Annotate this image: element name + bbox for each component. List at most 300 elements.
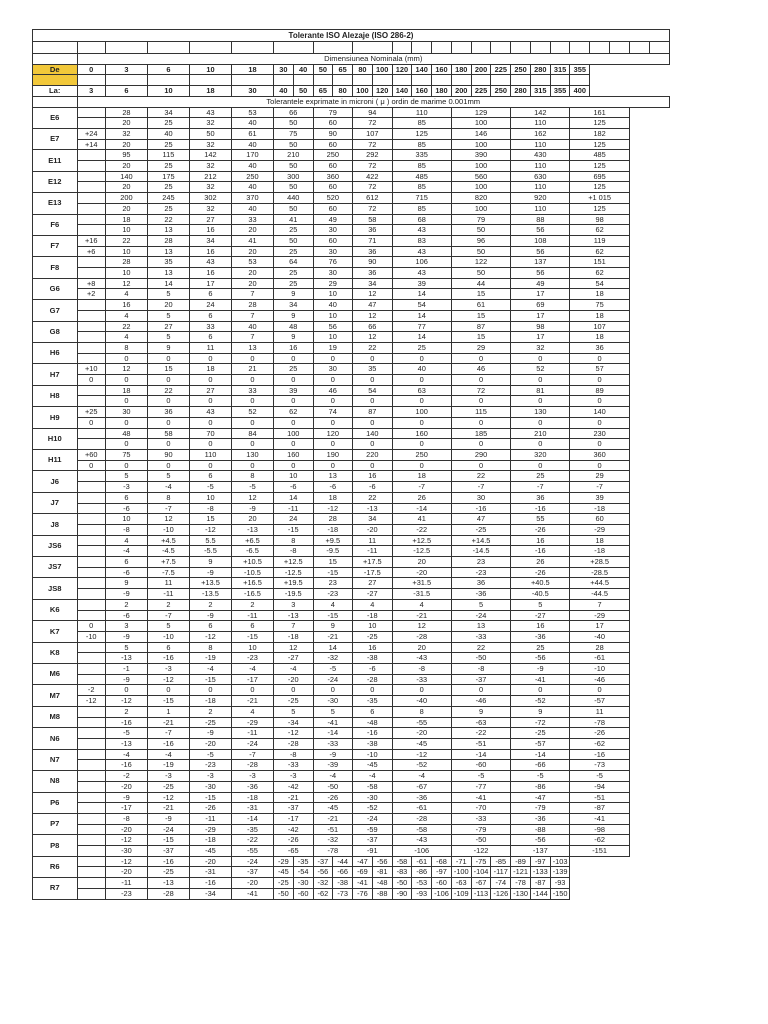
empty-cell xyxy=(353,42,393,54)
tolerance-value: -33 xyxy=(313,738,353,749)
tolerance-value: -26 xyxy=(511,524,570,535)
tolerance-value: +16.5 xyxy=(231,578,273,589)
grade-lower-row xyxy=(33,610,670,621)
tolerance-value: -6 xyxy=(273,482,313,493)
grade-lower-row xyxy=(33,631,670,642)
tolerance-value: 14 xyxy=(392,310,451,321)
from-value: 100 xyxy=(372,64,392,75)
tolerance-value: -25 xyxy=(147,781,189,792)
empty-cell xyxy=(412,42,432,54)
grade-upper-row xyxy=(33,428,670,439)
tolerance-value: +17.5 xyxy=(353,557,393,568)
tolerance-value: -29 xyxy=(231,717,273,728)
tolerance-value: 7 xyxy=(231,289,273,300)
tolerance-value: 7 xyxy=(231,332,273,343)
tolerance-value: 175 xyxy=(147,171,189,182)
tolerance-value xyxy=(77,439,105,450)
tolerance-value: 20 xyxy=(105,161,147,172)
tolerance-value: 56 xyxy=(313,321,353,332)
tolerance-value: 4 xyxy=(392,599,451,610)
tolerance-value: -50 xyxy=(392,878,412,889)
grade-lower-row xyxy=(33,867,670,878)
tolerance-value xyxy=(77,268,105,279)
tolerance-value: 43 xyxy=(189,407,231,418)
tolerance-value: -52 xyxy=(353,803,393,814)
tolerance-value: -87 xyxy=(530,878,550,889)
tolerance-value: -97 xyxy=(530,856,550,867)
tolerance-value: -21 xyxy=(392,610,451,621)
tolerance-value: -28 xyxy=(392,813,451,824)
empty-cell xyxy=(530,42,550,54)
grade-label: E7 xyxy=(33,128,78,149)
grade-label: R7 xyxy=(33,878,78,899)
tolerance-value: +19.5 xyxy=(273,578,313,589)
tolerance-value: -75 xyxy=(471,856,491,867)
tolerance-value: -63 xyxy=(451,878,471,889)
tolerance-value: 11 xyxy=(353,535,393,546)
tolerance-value: 36 xyxy=(353,246,393,257)
empty-cell xyxy=(313,75,333,86)
tolerance-value: 0 xyxy=(570,685,629,696)
tolerance-value: -12.5 xyxy=(273,567,313,578)
tolerance-value: -144 xyxy=(530,888,550,899)
empty-cell xyxy=(353,75,373,86)
tolerance-value: 40 xyxy=(231,182,273,193)
tolerance-value: 16 xyxy=(189,246,231,257)
tolerance-value: 30 xyxy=(313,268,353,279)
tolerance-value: 17 xyxy=(511,332,570,343)
grade-label: F6 xyxy=(33,214,78,235)
tolerance-value: 90 xyxy=(313,128,353,139)
to-value: 180 xyxy=(432,86,452,97)
tolerance-value: 9 xyxy=(273,310,313,321)
tolerance-value: -29 xyxy=(570,610,629,621)
tolerance-value: -122 xyxy=(451,846,510,857)
tolerance-value: -81 xyxy=(372,867,392,878)
tolerance-value: 0 xyxy=(451,417,510,428)
tolerance-value: -36 xyxy=(231,781,273,792)
tolerance-value: 60 xyxy=(313,118,353,129)
tolerance-value: -88 xyxy=(511,824,570,835)
grade-label: JS6 xyxy=(33,535,78,556)
tolerance-value: +24 xyxy=(77,128,105,139)
grade-lower-row xyxy=(33,268,670,279)
tolerance-value: +13.5 xyxy=(189,578,231,589)
tolerance-value: -106 xyxy=(432,888,452,899)
tolerance-value: 5.5 xyxy=(189,535,231,546)
tolerance-value: -90 xyxy=(392,888,412,899)
grade-lower-row xyxy=(33,503,670,514)
tolerance-value: -11 xyxy=(273,503,313,514)
tolerance-value: 62 xyxy=(570,246,629,257)
tolerance-value: -62 xyxy=(570,738,629,749)
tolerance-value: 4 xyxy=(105,310,147,321)
tolerance-value: 520 xyxy=(313,193,353,204)
tolerance-value: -9 xyxy=(189,728,231,739)
tolerance-value: -7 xyxy=(451,482,510,493)
tolerance-value: -113 xyxy=(471,888,491,899)
grade-lower-row xyxy=(33,803,670,814)
tolerance-value: 52 xyxy=(231,407,273,418)
tolerance-value: -25 xyxy=(189,717,231,728)
tolerance-value: 53 xyxy=(231,107,273,118)
tolerance-value: 10 xyxy=(105,268,147,279)
tolerance-value: 0 xyxy=(147,353,189,364)
tolerance-value: -6 xyxy=(105,610,147,621)
tolerance-value: -65 xyxy=(273,846,313,857)
tolerance-value: 0 xyxy=(189,396,231,407)
tolerance-value: 54 xyxy=(353,385,393,396)
tolerance-value: -18 xyxy=(189,696,231,707)
tolerance-value: 6 xyxy=(147,642,189,653)
tolerance-value: -5.5 xyxy=(189,546,231,557)
tolerance-value: 12 xyxy=(353,332,393,343)
tolerance-value: 7 xyxy=(231,310,273,321)
tolerance-value: -5 xyxy=(189,749,231,760)
tolerance-value: -86 xyxy=(412,867,432,878)
grade-upper-row xyxy=(33,171,670,182)
tolerance-value: 0 xyxy=(105,396,147,407)
tolerance-value: -61 xyxy=(570,653,629,664)
tolerance-value: -38 xyxy=(353,653,393,664)
tolerance-value: -50 xyxy=(451,653,510,664)
empty-cell xyxy=(105,75,147,86)
tolerance-value: -37 xyxy=(273,803,313,814)
tolerance-value: 17 xyxy=(511,289,570,300)
tolerance-value: -21 xyxy=(147,803,189,814)
tolerance-value: 120 xyxy=(313,428,353,439)
tolerance-value: 9 xyxy=(147,342,189,353)
tolerance-value xyxy=(77,717,105,728)
tolerance-value: 98 xyxy=(511,321,570,332)
tolerance-value xyxy=(77,781,105,792)
tolerance-value: 0 xyxy=(353,460,393,471)
to-value: 120 xyxy=(372,86,392,97)
tolerance-value: -6 xyxy=(313,482,353,493)
tolerance-value: 137 xyxy=(511,257,570,268)
grade-lower-row xyxy=(33,161,670,172)
tolerance-value: -41 xyxy=(511,674,570,685)
tolerance-value: -62 xyxy=(570,835,629,846)
tolerance-value: 43 xyxy=(189,257,231,268)
tolerance-value: -20 xyxy=(105,781,147,792)
grade-upper-row xyxy=(33,813,670,824)
tolerance-value: 50 xyxy=(273,139,313,150)
empty-cell xyxy=(372,75,392,86)
tolerance-value: -28.5 xyxy=(570,567,629,578)
tolerance-value: -37 xyxy=(313,856,333,867)
tolerance-value: -6 xyxy=(353,664,393,675)
tolerance-value: 115 xyxy=(451,407,510,418)
tolerance-value: 61 xyxy=(451,300,510,311)
tolerance-value: 56 xyxy=(511,225,570,236)
tolerance-value: -16 xyxy=(147,738,189,749)
tolerance-value: -8 xyxy=(273,749,313,760)
empty-cell xyxy=(491,75,511,86)
tolerance-value: 0 xyxy=(77,460,105,471)
grade-label: P6 xyxy=(33,792,78,813)
tolerance-value: 85 xyxy=(392,203,451,214)
grade-lower-row xyxy=(33,674,670,685)
tolerance-value: 83 xyxy=(392,235,451,246)
tolerance-value: -86 xyxy=(511,781,570,792)
tolerance-value: -16.5 xyxy=(231,589,273,600)
units-caption-row xyxy=(33,96,670,107)
tolerance-value: 290 xyxy=(451,450,510,461)
tolerance-value: 0 xyxy=(147,685,189,696)
grade-lower-row xyxy=(33,653,670,664)
tolerance-value: 6 xyxy=(189,332,231,343)
tolerance-value: -14 xyxy=(511,749,570,760)
tolerance-value: -20 xyxy=(105,824,147,835)
tolerance-value xyxy=(77,471,105,482)
tolerance-sheet xyxy=(32,29,670,900)
tolerance-value: -33 xyxy=(451,813,510,824)
grade-upper-row xyxy=(33,728,670,739)
tolerance-value: -18 xyxy=(353,610,393,621)
tolerance-value: -4 xyxy=(189,664,231,675)
empty-cell xyxy=(273,42,313,54)
tolerance-value: 0 xyxy=(105,353,147,364)
empty-cell xyxy=(629,42,649,54)
tolerance-value: -9.5 xyxy=(313,546,353,557)
tolerance-value: 25 xyxy=(147,161,189,172)
tolerance-value: -41 xyxy=(313,717,353,728)
tolerance-value: -28 xyxy=(353,674,393,685)
tolerance-value: 0 xyxy=(147,439,189,450)
tolerance-value: 0 xyxy=(392,439,451,450)
tolerance-value: 4 xyxy=(105,332,147,343)
tolerance-value: 40 xyxy=(147,128,189,139)
tolerance-value: -24 xyxy=(147,824,189,835)
title-row xyxy=(33,30,670,42)
tolerance-value: 25 xyxy=(392,342,451,353)
tolerance-value: -6 xyxy=(105,567,147,578)
to-value: 10 xyxy=(147,86,189,97)
tolerance-value: -60 xyxy=(293,888,313,899)
tolerance-value: -35 xyxy=(231,824,273,835)
grade-lower-row xyxy=(33,696,670,707)
tolerance-value: -7 xyxy=(511,482,570,493)
tolerance-value: -44.5 xyxy=(570,589,629,600)
tolerance-value: 84 xyxy=(231,428,273,439)
tolerance-value: 70 xyxy=(189,428,231,439)
tolerance-value: -15 xyxy=(147,835,189,846)
tolerance-value xyxy=(77,300,105,311)
tolerance-value: -91 xyxy=(353,846,393,857)
tolerance-value: -40.5 xyxy=(511,589,570,600)
tolerance-value: 125 xyxy=(570,161,629,172)
tolerance-value: -36 xyxy=(451,589,510,600)
tolerance-value: -5 xyxy=(570,771,629,782)
grade-lower-row xyxy=(33,482,670,493)
tolerance-value: -35 xyxy=(293,856,313,867)
tolerance-value xyxy=(77,856,105,867)
tolerance-value: -16 xyxy=(570,749,629,760)
empty-cell xyxy=(392,42,412,54)
tolerance-value: -30 xyxy=(353,792,393,803)
tolerance-value: -33 xyxy=(273,760,313,771)
tolerance-value: -78 xyxy=(511,878,531,889)
tolerance-value: 22 xyxy=(353,492,393,503)
tolerance-value: 6 xyxy=(189,289,231,300)
tolerance-value: -8 xyxy=(105,813,147,824)
tolerance-value: 30 xyxy=(105,407,147,418)
tolerance-value: +1 015 xyxy=(570,193,629,204)
grade-label: P8 xyxy=(33,835,78,856)
tolerance-value: 130 xyxy=(511,407,570,418)
grade-label: H9 xyxy=(33,407,78,428)
tolerance-value: 85 xyxy=(392,118,451,129)
tolerance-value: -93 xyxy=(412,888,432,899)
tolerance-value: -15 xyxy=(147,696,189,707)
tolerance-value: 8 xyxy=(392,706,451,717)
grade-lower-row xyxy=(33,888,670,899)
grade-label: K6 xyxy=(33,599,78,620)
tolerance-value xyxy=(77,203,105,214)
tolerance-value: -151 xyxy=(570,846,629,857)
tolerance-value: 1 xyxy=(147,706,189,717)
to-value: 400 xyxy=(570,86,590,97)
tolerance-value: -16 xyxy=(105,717,147,728)
tolerance-value: 27 xyxy=(353,578,393,589)
tolerance-value: +12.5 xyxy=(392,535,451,546)
tolerance-value: +7.5 xyxy=(147,557,189,568)
tolerance-value: 36 xyxy=(353,225,393,236)
tolerance-value: 11 xyxy=(570,706,629,717)
to-value: 80 xyxy=(333,86,353,97)
tolerance-value: 40 xyxy=(231,161,273,172)
tolerance-value: -10 xyxy=(77,631,105,642)
from-value: 10 xyxy=(189,64,231,75)
tolerance-value: -25 xyxy=(147,867,189,878)
tolerance-value: -12 xyxy=(147,674,189,685)
tolerance-value xyxy=(77,257,105,268)
tolerance-value: -77 xyxy=(451,781,510,792)
grade-lower-row xyxy=(33,846,670,857)
grade-label: H11 xyxy=(33,450,78,471)
tolerance-value: +2 xyxy=(77,289,105,300)
tolerance-value: 140 xyxy=(570,407,629,418)
grade-upper-row xyxy=(33,792,670,803)
tolerance-value: 485 xyxy=(392,171,451,182)
tolerance-value: 40 xyxy=(231,118,273,129)
tolerance-value: -9 xyxy=(105,631,147,642)
from-value: 225 xyxy=(491,64,511,75)
tolerance-value: -46 xyxy=(451,696,510,707)
tolerance-value: 10 xyxy=(105,225,147,236)
grade-label: J7 xyxy=(33,492,78,513)
grade-upper-row xyxy=(33,385,670,396)
tolerance-value: -13 xyxy=(273,610,313,621)
tolerance-value: 220 xyxy=(353,450,393,461)
tolerance-value: 43 xyxy=(392,225,451,236)
tolerance-value: 62 xyxy=(570,225,629,236)
tolerance-value: -31.5 xyxy=(392,589,451,600)
tolerance-value: 0 xyxy=(451,396,510,407)
empty-cell xyxy=(511,42,531,54)
grade-upper-row xyxy=(33,257,670,268)
grade-label: E12 xyxy=(33,171,78,192)
tolerance-value: 12 xyxy=(353,310,393,321)
tolerance-value: 36 xyxy=(511,492,570,503)
tolerance-value: 32 xyxy=(189,118,231,129)
tolerance-value: -4 xyxy=(231,664,273,675)
to-value: 3 xyxy=(77,86,105,97)
tolerance-value: 0 xyxy=(570,353,629,364)
tolerance-value: -9 xyxy=(105,792,147,803)
from-value: 80 xyxy=(353,64,373,75)
tolerance-value: -12 xyxy=(77,696,105,707)
tolerance-value: 130 xyxy=(231,450,273,461)
tolerance-value: 40 xyxy=(231,203,273,214)
tolerance-value: -83 xyxy=(392,867,412,878)
nominal-header-row xyxy=(33,54,670,65)
tolerance-value: 54 xyxy=(392,300,451,311)
between-row xyxy=(33,75,670,86)
tolerance-value: -58 xyxy=(353,781,393,792)
tolerance-value: 125 xyxy=(570,118,629,129)
tolerance-value xyxy=(77,792,105,803)
tolerance-value: -24 xyxy=(231,738,273,749)
tolerance-value: -4 xyxy=(105,749,147,760)
tolerance-value: -27 xyxy=(353,589,393,600)
tolerance-value: 16 xyxy=(273,342,313,353)
tolerance-value: 0 xyxy=(392,396,451,407)
to-row xyxy=(33,86,670,97)
tolerance-value: 25 xyxy=(273,268,313,279)
tolerance-value: 10 xyxy=(353,621,393,632)
nominal-dimension-header: Dimensiunea Nominala (mm) xyxy=(77,54,670,65)
tolerance-value: 0 xyxy=(451,685,510,696)
to-value: 30 xyxy=(231,86,273,97)
tolerance-value: 16 xyxy=(189,225,231,236)
tolerance-value xyxy=(77,567,105,578)
tolerance-value: +28.5 xyxy=(570,557,629,568)
tolerance-value: 0 xyxy=(313,353,353,364)
tolerance-value: 0 xyxy=(511,460,570,471)
tolerance-value: -14 xyxy=(231,813,273,824)
tolerance-value xyxy=(77,342,105,353)
tolerance-value: 44 xyxy=(451,278,510,289)
tolerance-value: -56 xyxy=(511,653,570,664)
tolerance-value: -5 xyxy=(105,728,147,739)
empty-cell xyxy=(570,42,590,54)
tolerance-value: -8 xyxy=(392,664,451,675)
tolerance-value: -14 xyxy=(451,749,510,760)
from-value: 30 xyxy=(273,64,293,75)
tolerance-value: -93 xyxy=(550,878,570,889)
tolerance-value: 0 xyxy=(511,375,570,386)
from-value: 200 xyxy=(471,64,491,75)
tolerance-value: 0 xyxy=(231,353,273,364)
tolerance-value: 50 xyxy=(451,246,510,257)
tolerance-value: -11 xyxy=(353,546,393,557)
tolerance-value xyxy=(77,492,105,503)
tolerance-value: -72 xyxy=(511,717,570,728)
tolerance-value: -61 xyxy=(412,856,432,867)
grade-label: H10 xyxy=(33,428,78,449)
grade-lower-row xyxy=(33,546,670,557)
tolerance-value: 9 xyxy=(313,621,353,632)
tolerance-value: 20 xyxy=(392,642,451,653)
tolerance-value: 4 xyxy=(313,599,353,610)
tolerance-value: 74 xyxy=(313,407,353,418)
units-caption: Tolerantele exprimate in microni ( μ ) ordin de marime 0.001mm xyxy=(77,96,670,107)
grade-label: K8 xyxy=(33,642,78,663)
grade-upper-row xyxy=(33,300,670,311)
empty-cell xyxy=(550,42,570,54)
